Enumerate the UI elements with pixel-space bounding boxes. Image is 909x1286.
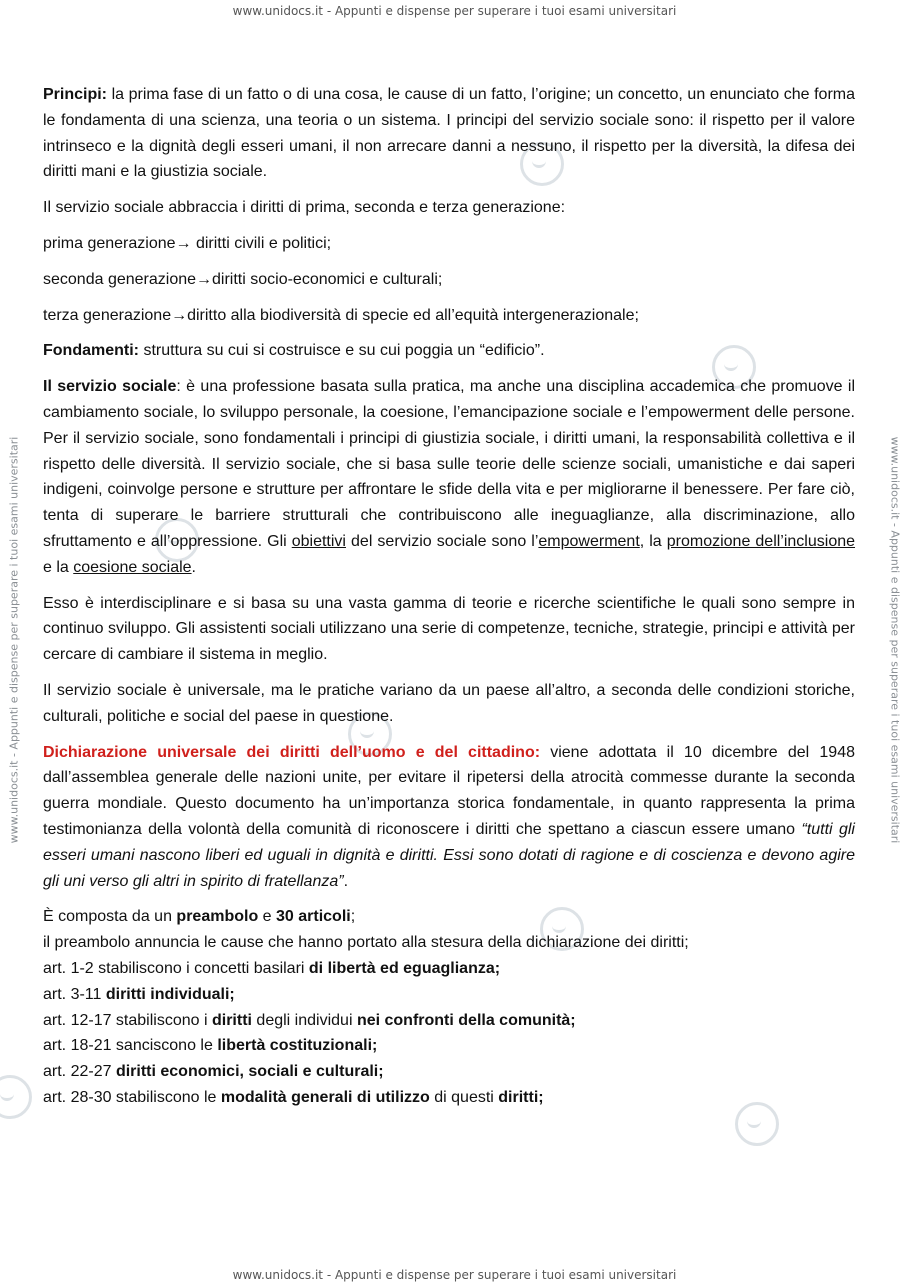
list-item — [43, 1059, 855, 1085]
list-item — [43, 982, 855, 1008]
gen-seconda: seconda generazione→diritti socio-economici e culturali; — [43, 270, 443, 288]
bold-text: libertà ed eguaglianza; — [327, 959, 501, 977]
text: ; — [350, 908, 356, 926]
text: art. 28-30 stabiliscono le — [43, 1088, 221, 1106]
header-banner: www.unidocs.it - Appunti e dispense per superare i tuoi esami universitari — [232, 4, 677, 18]
text: struttura su cui si costruisce e su cui poggia un “edificio”. — [139, 342, 545, 360]
bold-text: diritti individuali; — [105, 985, 235, 1003]
side-watermark-left: www.unidocs.it - Appunti e dispense per superare i tuoi esami universitari — [7, 436, 21, 844]
text: del servizio sociale sono l’ — [345, 532, 539, 550]
paragraph-dichiarazione — [43, 740, 855, 895]
text: . — [343, 872, 349, 890]
quote: “tutti gli esseri umani nascono liberi ed uguali in dignità e diritti. Essi sono dotati di ragione e di coscienza e devono agire gli uni verso gli altri in spirito di fratellanza” — [43, 820, 855, 890]
text: art. 1-2 stabiliscono i concetti basilari — [43, 959, 309, 977]
paragraph-servizio-sociale — [43, 374, 855, 580]
watermark-logo-icon — [0, 1075, 32, 1119]
bold-text: modalità generali di utilizzo — [220, 1088, 430, 1106]
bold-text: libertà costituzionali; — [217, 1037, 378, 1055]
text: art. 3-11 — [43, 985, 106, 1003]
bold-text: di — [308, 959, 324, 977]
text: : è una professione basata sulla pratica, ma anche una disciplina accademica che promuove il cambiamento sociale, lo sviluppo personale, la coesione, l’emancipazione sociale e l’empowerment delle persone. Per il servizio sociale, sono fondamentali i principi di giustizia sociale, i diritti umani, la responsabilità collettiva e il rispetto delle diversità. Il servizio sociale, che si basa sulle teorie delle scienze sociali, umanistiche e dai saperi indigeni, coinvolge persone e strutture per affrontare le sfide della vita e per migliorarne il benessere. Per fare ciò, tenta di superare le barriere strutturali che contribuiscono alle ineguaglianze, alla discriminazione, allo sfruttamento e all’oppressione. Gli — [43, 378, 855, 550]
paragraph-generazioni: Il servizio sociale abbraccia i diritti di prima, seconda e terza generazione: — [43, 199, 566, 217]
list-item — [43, 1033, 855, 1059]
underline-coesione: coesione sociale — [73, 558, 192, 576]
paragraph-interdisciplinare: Esso è interdisciplinare e si basa su una vasta gamma di teorie e ricerche scientifiche le quali sono sempre in continuo sviluppo. Gli assistenti sociali utilizzano una serie di competenze, tecniche, strategie, principi e attività per cercare di cambiare il sistema in meglio. — [43, 594, 855, 664]
paragraph-fondamenti — [43, 338, 855, 364]
bold-text: diritti; — [498, 1088, 544, 1106]
underline-empowerment: empowerment — [538, 532, 640, 550]
side-watermark-right: www.unidocs.it - Appunti e dispense per superare i tuoi esami universitari — [888, 436, 902, 844]
term-servizio-sociale: Il servizio sociale — [43, 378, 177, 396]
text: art. 12-17 stabiliscono i — [43, 1011, 212, 1029]
text: È composta da un — [43, 908, 177, 926]
list-item — [43, 956, 855, 982]
text: la prima fase di un fatto o di una cosa, le cause di un fatto, l’origine; un concetto, un enunciato che forma le fondamenta di una scienza, una teoria o un sistema. I principi del servizio sociale sono: il rispetto per il valore intrinseco e la dignità degli esseri umani, il non arrecare danni a nessuno, il rispetto per la diversità, la difesa dei diritti mani e la giustizia sociale. — [43, 86, 855, 181]
text: art. 22-27 — [43, 1063, 116, 1081]
text: e la — [43, 558, 74, 576]
paragraph-principi — [43, 82, 855, 185]
term-dichiarazione: Dichiarazione universale dei diritti dell’uomo e del cittadino: — [43, 743, 541, 761]
list-item: il preambolo annuncia le cause che hanno portato alla stesura della dichiarazione dei diritti; — [43, 934, 689, 952]
text: degli individui — [251, 1011, 357, 1029]
articles-list — [43, 904, 855, 1110]
underline-inclusione: promozione dell’inclusione — [666, 532, 856, 550]
bold-text: diritti — [211, 1011, 252, 1029]
underline-obiettivi: obiettivi — [291, 532, 346, 550]
footer-banner: www.unidocs.it - Appunti e dispense per superare i tuoi esami universitari — [232, 1268, 677, 1282]
text: . — [191, 558, 196, 576]
gen-prima: prima generazione→ diritti civili e politici; — [43, 234, 332, 252]
bold-text: diritti economici, sociali e culturali; — [115, 1063, 384, 1081]
list-item — [43, 904, 855, 930]
bold-text: 30 articoli — [276, 908, 351, 926]
list-item — [43, 1085, 855, 1111]
bold-text: preambolo — [176, 908, 259, 926]
text: viene adottata il 10 dicembre del 1948 dall’assemblea generale delle nazioni unite, per evitare il ripetersi della atrocità commesse durante la seconda guerra mondiale. Questo documento ha un’importanza storica fondamentale, in quanto rappresenta la prima testimonianza della volontà della comunità di riconoscere i diritti che spettano a ciascun essere umano — [43, 743, 855, 838]
gen-terza: terza generazione→diritto alla biodiversità di specie ed all’equità intergenerazionale; — [43, 306, 639, 324]
text: art. 18-21 sanciscono le — [43, 1037, 218, 1055]
document-body — [43, 82, 855, 1111]
term-fondamenti: Fondamenti: — [43, 342, 139, 360]
text: e — [258, 908, 277, 926]
term-principi: Principi: — [43, 86, 108, 103]
list-item — [43, 1008, 855, 1034]
text: , la — [639, 532, 667, 550]
text: di questi — [429, 1088, 499, 1106]
bold-text: nei confronti della comunità; — [356, 1011, 576, 1029]
paragraph-universale: Il servizio sociale è universale, ma le pratiche variano da un paese all’altro, a seconda delle condizioni storiche, culturali, politiche e social del paese in questione. — [43, 681, 855, 725]
